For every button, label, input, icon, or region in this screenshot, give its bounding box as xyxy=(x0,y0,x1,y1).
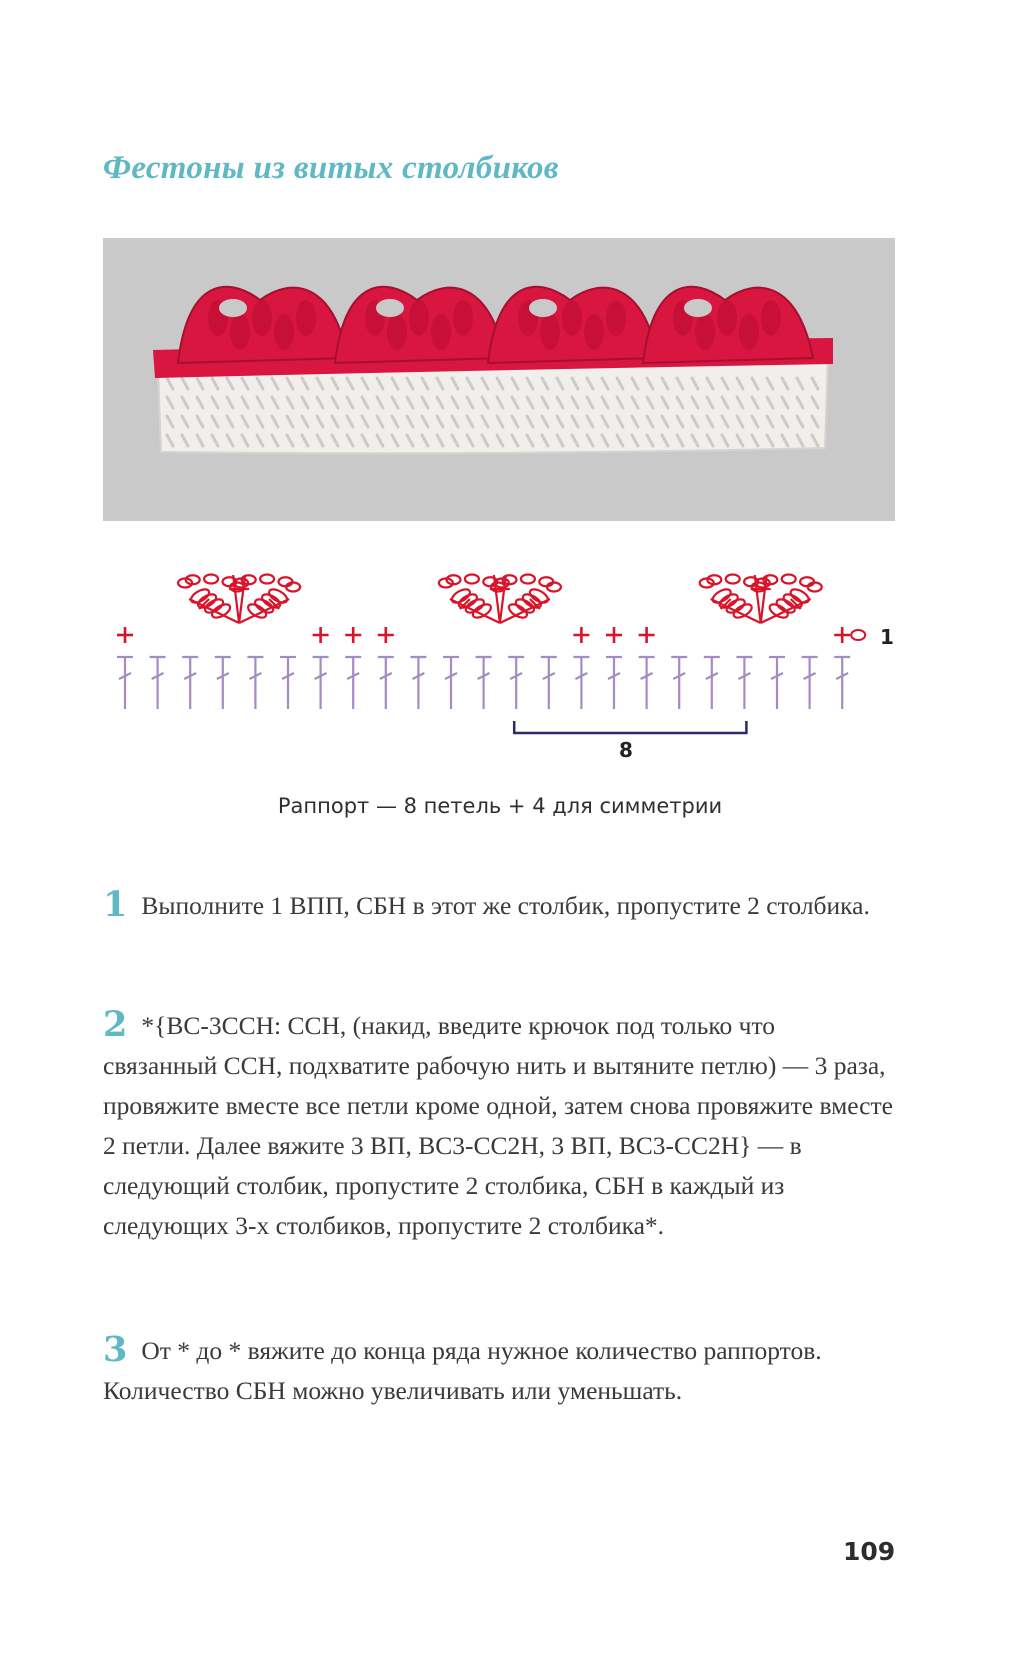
step-text: *{ВС-3ССН: ССН, (накид, введите крючок под только что связанный ССН, подхватите рабочую нить и вытяните петлю) — 3 раза, провяжите вместе все петли кроме одной, затем снова провяжите вместе 2 петли. Далее вяжите 3 ВП, ВС3-СС2Н, 3 ВП, ВС3-СС2Н} — в следующий столбик, пропустите 2 столбика, СБН в каждый из следующих 3-х столбиков, пропустите 2 столбика*. xyxy=(103,1011,893,1240)
step-number: 3 xyxy=(103,1329,128,1370)
page-number: 109 xyxy=(843,1537,896,1566)
step-2 xyxy=(103,1005,893,1246)
cluster-shell-motif xyxy=(439,575,561,624)
step-text: Выполните 1 ВПП, СБН в этот же столбик, пропустите 2 столбика. xyxy=(141,891,870,920)
step-3 xyxy=(103,1330,893,1411)
page-title: Фестоны из витых столбиков xyxy=(103,150,559,186)
step-1 xyxy=(103,885,893,926)
chain-ring xyxy=(851,630,865,640)
cluster-shell-motif xyxy=(178,575,300,624)
cluster-shell-motif xyxy=(700,575,822,624)
step-number: 2 xyxy=(103,1004,128,1045)
repeat-count-label: 8 xyxy=(619,738,633,762)
crochet-diagram xyxy=(103,555,895,775)
step-number: 1 xyxy=(103,884,128,925)
row-number-label: 1 xyxy=(880,625,894,649)
repeat-bracket xyxy=(514,721,746,733)
crochet-sample-photo xyxy=(103,238,895,521)
diagram-caption: Раппорт — 8 петель + 4 для симметрии xyxy=(277,794,723,818)
step-text: От * до * вяжите до конца ряда нужное количество раппортов. Количество СБН можно увеличивать или уменьшать. xyxy=(103,1336,822,1405)
